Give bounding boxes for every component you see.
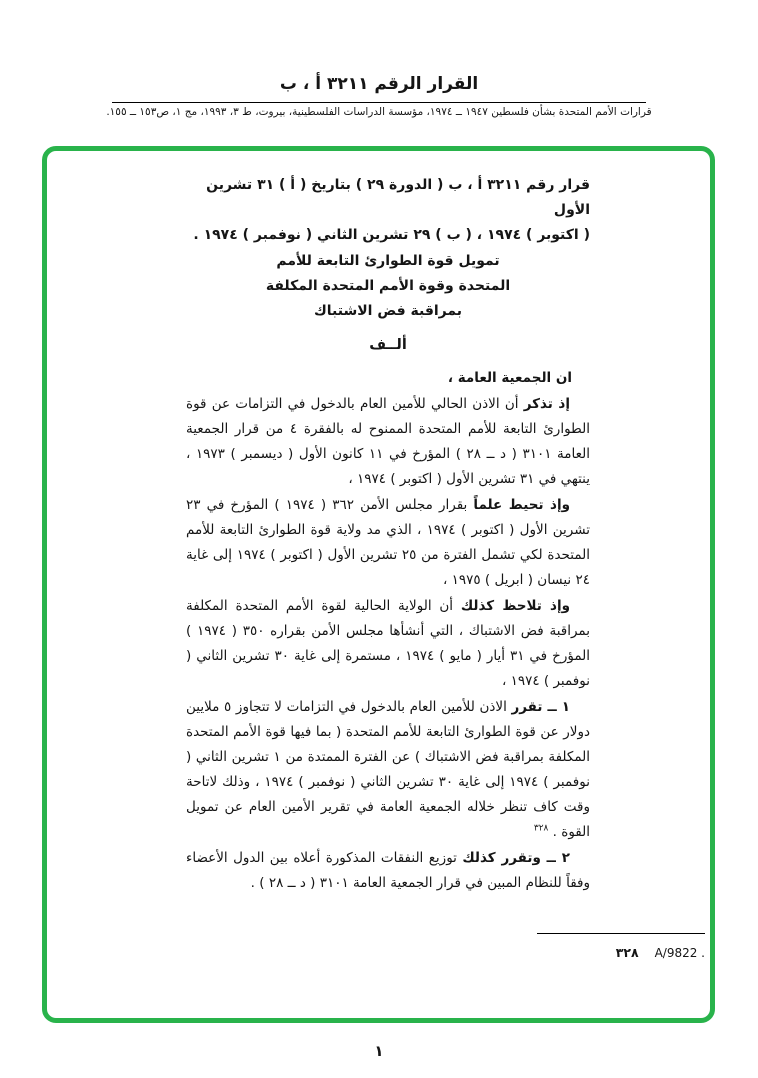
preamble-paragraph-2	[186, 493, 590, 593]
header-divider	[112, 102, 646, 103]
paragraph-text: أن الولاية الحالية لقوة الأمم المتحدة المكلفة بمراقبة فض الاشتباك ، التي أنشأها مجلس الأمن بقراره ٣٥٠ ( ١٩٧٤ ) المؤرخ في ٣١ أيار ( مايو ) ١٩٧٤ ، مستمرة إلى غاية ٣٠ تشرين الثاني ( نوفمبر ) ١٩٧٤ ،	[186, 598, 590, 689]
resolution-heading	[186, 173, 590, 248]
preamble-intro: ان الجمعية العامة ،	[447, 370, 572, 386]
paragraph-text: الاذن للأمين العام بالدخول في التزامات لا تتجاوز ٥ ملايين دولار عن قوة الطوارئ التابعة للأمم المتحدة ( بما فيها قوة الأمم المتحدة المكلفة بمراقبة فض الاشتباك ) عن الفترة الممتدة من ١ تشرين الثاني ( نوفمبر ) ١٩٧٤ إلى غاية ٣٠ تشرين الثاني ( نوفمبر ) ١٩٧٤ ، وذلك لاتاحة وقت كاف تنظر خلاله الجمعية العامة في تقرير الأمين العام عن تمويل القوة .	[186, 699, 591, 840]
resolution-subject-line-2: المتحدة وقوة الأمم المتحدة المكلفة	[265, 278, 511, 294]
paragraph-lead: إذ تذكر	[523, 396, 570, 412]
footnote-reference: A/9822 .	[654, 946, 705, 960]
paragraph-lead: وإذ تحيط علماً	[473, 497, 570, 513]
source-citation: قرارات الأمم المتحدة بشأن فلسطين ١٩٤٧ ــ ١٩٧٤، مؤسسة الدراسات الفلسطينية، بيروت، ط ٣، ١٩٩٣، مج ١، ص١٥٣ ــ ١٥٥.	[106, 106, 652, 118]
paragraph-lead: وإذ تلاحظ كذلك	[460, 598, 570, 614]
page-title: القرار الرقم ٣٢١١ أ ، ب	[279, 74, 479, 94]
footnote	[537, 933, 705, 960]
resolution-body	[186, 173, 590, 897]
resolution-heading-line-1: قرار رقم ٣٢١١ أ ، ب ( الدورة ٢٩ ) بتاريخ ( أ ) ٣١ تشرين الأول	[206, 177, 590, 218]
operative-paragraph-2	[186, 846, 590, 896]
operative-paragraph-1	[186, 695, 590, 845]
paragraph-text: بقرار مجلس الأمن ٣٦٢ ( ١٩٧٤ ) المؤرخ في ٢٣ تشرين الأول ( اكتوبر ) ١٩٧٤ ، الذي مد ولاية قوة الطوارئ التابعة للأمم المتحدة لكي تشمل الفترة من ٢٥ تشرين الأول ( اكتوبر ) ١٩٧٤ إلى غاية ٢٤ نيسان ( ابريل ) ١٩٧٥ ،	[186, 497, 591, 588]
preamble-paragraph-3	[186, 594, 590, 694]
footnote-marker: ٣٢٨	[533, 823, 549, 834]
paragraph-lead: ١ ــ تقرر	[511, 699, 570, 715]
resolution-subject-line-3: بمراقبة فض الاشتباك	[313, 303, 463, 319]
footnote-number: ٣٢٨	[615, 945, 639, 960]
section-heading: ألــف	[369, 337, 407, 353]
document-header	[0, 74, 758, 118]
paragraph-text: أن الاذن الحالي للأمين العام بالدخول في التزامات عن قوة الطوارئ التابعة للأمم المتحدة الممنوح له بالفقرة ٤ من قرار الجمعية العامة ٣١٠١ ( د ــ ٢٨ ) المؤرخ في ١١ كانون الأول ( ديسمبر ) ١٩٧٣ ، ينتهي في ٣١ تشرين الأول ( اكتوبر ) ١٩٧٤ ،	[186, 396, 590, 487]
preamble-paragraph-1	[186, 392, 590, 492]
resolution-subject	[186, 249, 590, 324]
resolution-subject-line-1: تمويل قوة الطوارئ التابعة للأمم	[276, 253, 500, 269]
page-number: ١	[374, 1042, 384, 1060]
resolution-frame	[42, 146, 715, 1023]
paragraph-text: توزيع النفقات المذكورة أعلاه بين الدول الأعضاء وفقاً للنظام المبين في قرار الجمعية العامة ٣١٠١ ( د ــ ٢٨ ) .	[186, 850, 590, 891]
resolution-heading-line-2: ( اكتوبر ) ١٩٧٤ ، ( ب ) ٢٩ تشرين الثاني ( نوفمبر ) ١٩٧٤ .	[193, 227, 590, 243]
paragraph-lead: ٢ ــ وتقرر كذلك	[462, 850, 570, 866]
